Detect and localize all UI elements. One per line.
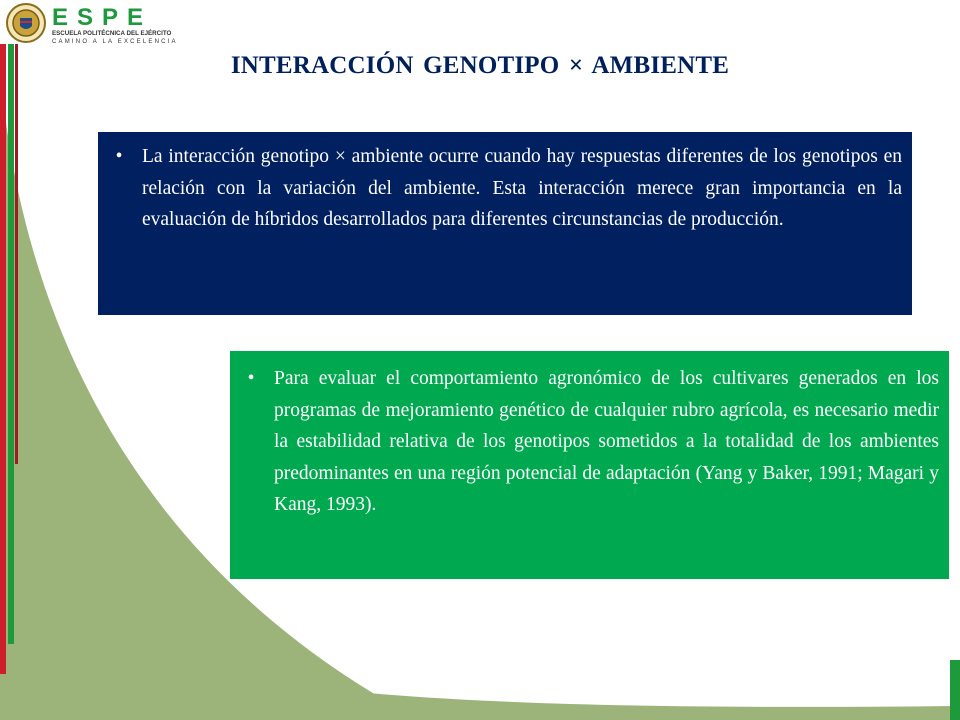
svg-text:ESPE: ESPE [52,4,153,31]
blue-bullet-text: La interacción genotipo × ambiente ocurre cuando hay respuestas diferentes de los genotipos en relación con la variación del ambiente. Esta interacción merece gran importancia en la evaluación de híbridos desarrollados para diferentes circunstancias de producción. [142,146,902,230]
bullet-icon: • [247,368,255,389]
svg-text:CAMINO A LA EXCELENCIA: CAMINO A LA EXCELENCIA [52,39,178,45]
left-red-stripe [0,44,6,674]
logo-seal-icon [7,4,45,42]
blue-bullet-item [115,141,902,236]
bullet-icon: • [115,146,123,167]
green-bullet-item [247,363,939,521]
slide-title: INTERACCIÓN GENOTIPO × AMBIENTE [230,52,730,79]
espe-logo [6,2,178,46]
blue-text-box [98,132,912,315]
left-dark-red-stripe [15,44,18,464]
left-green-stripe [8,44,14,644]
right-green-accent [950,660,960,720]
green-bullet-text: Para evaluar el comportamiento agronómico de los cultivares generados en los programas de mejoramiento genético de cualquier rubro agrícola, es necesario medir la estabilidad relativa de los genotipos sometidos a la totalidad de los ambientes predominantes en una región potencial de adaptación (Yang y Baker, 1991; Magari y Kang, 1993). [274,368,939,515]
logo-wordmark [52,4,178,45]
green-text-box [230,351,949,579]
svg-text:ESCUELA POLITÉCNICA DEL EJÉRCI: ESCUELA POLITÉCNICA DEL EJÉRCITO [52,30,172,37]
